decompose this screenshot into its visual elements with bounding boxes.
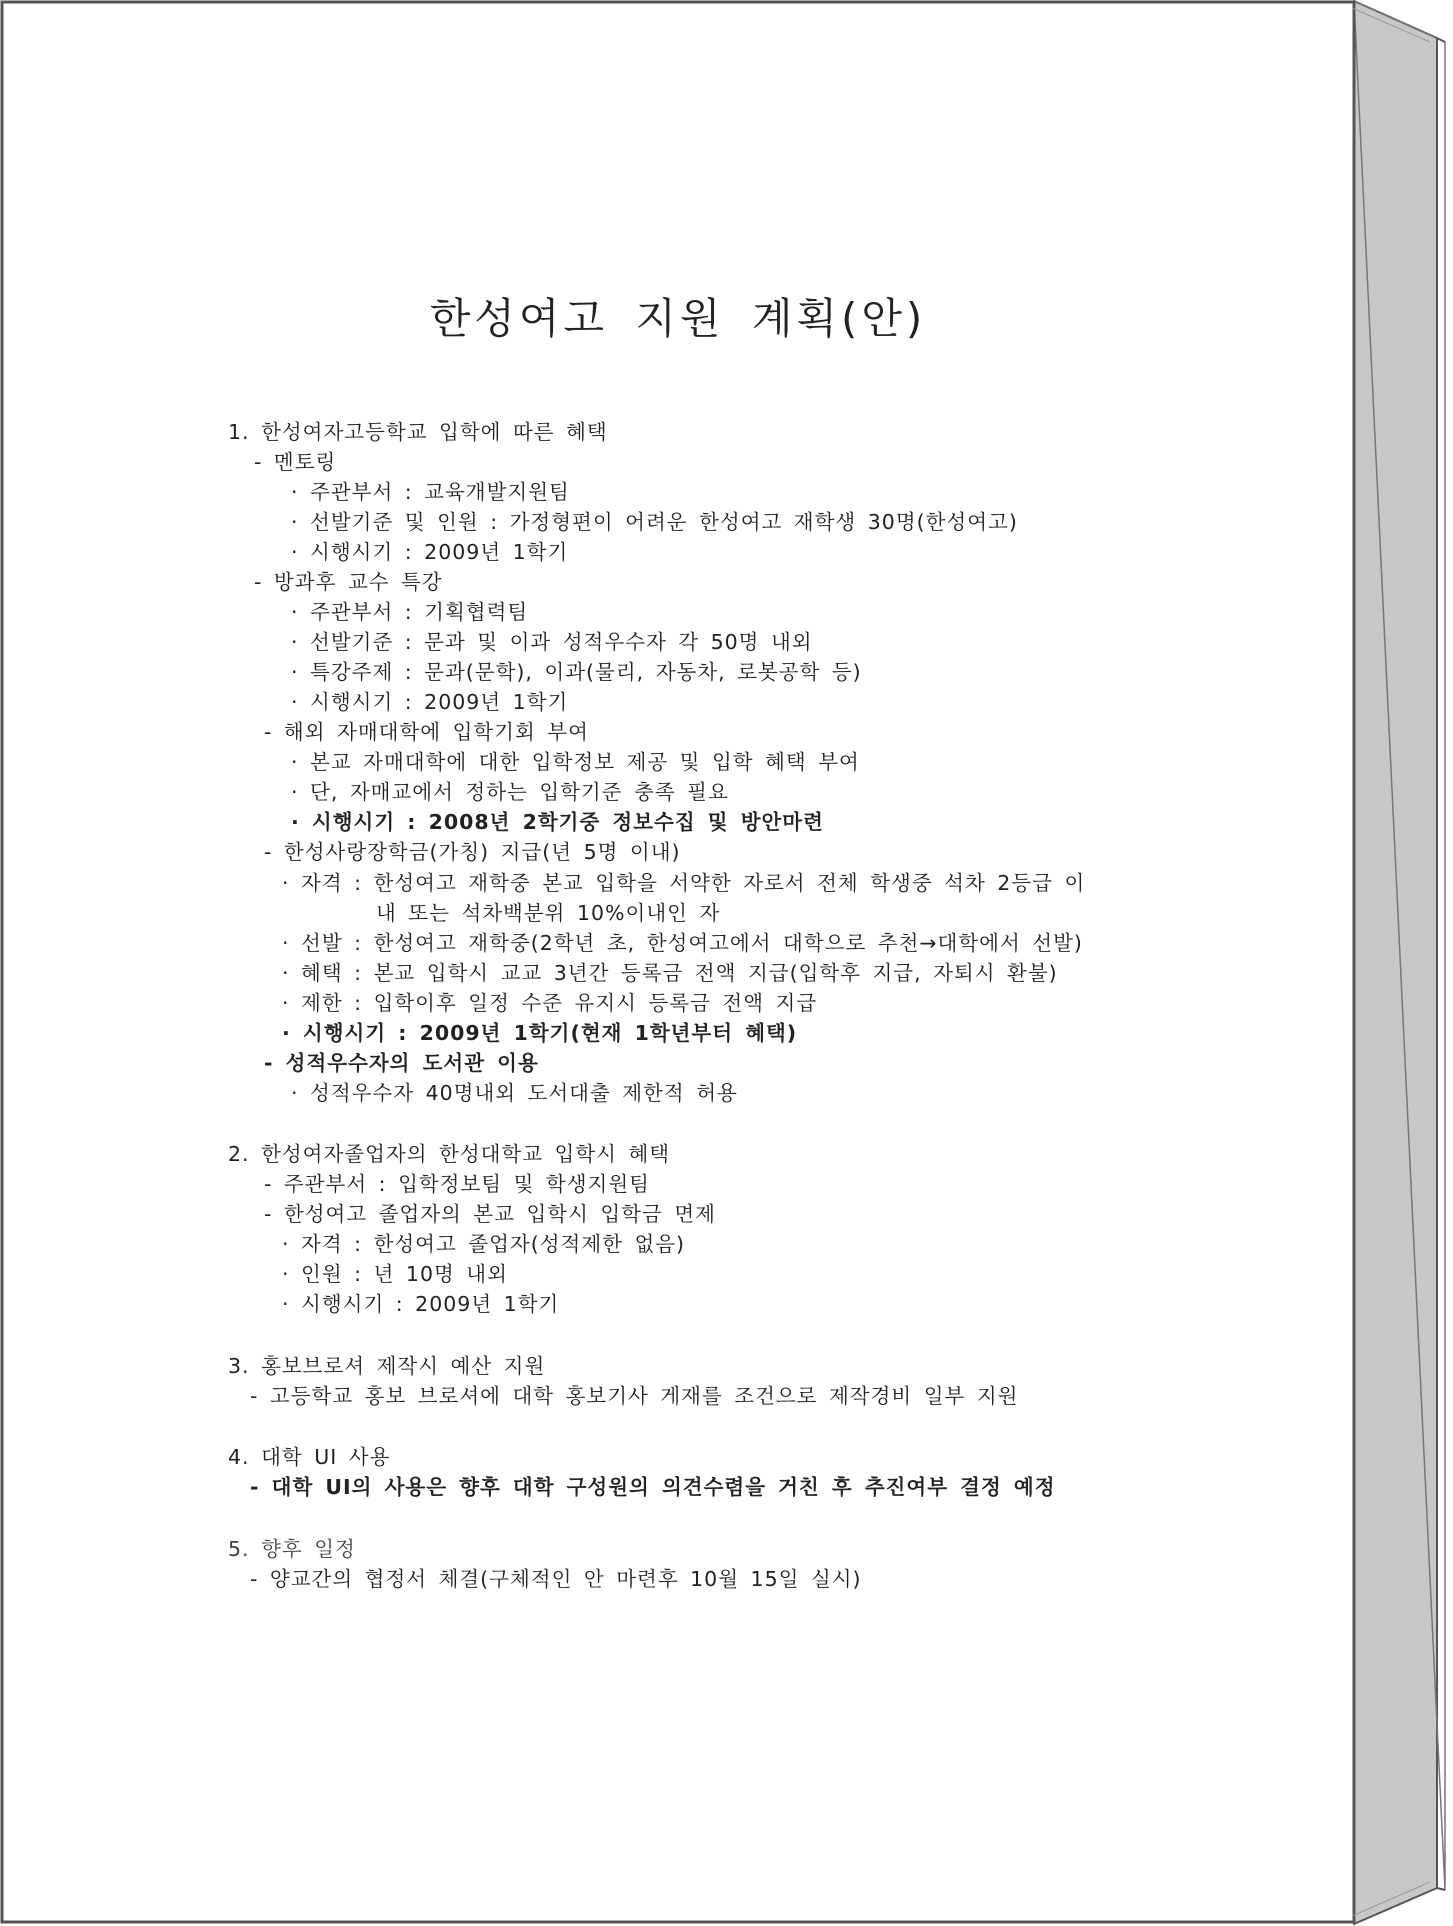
section-5-heading: 5. 향후 일정 (228, 1537, 356, 1561)
list-item: · 주관부서 : 기획협력팀 (291, 600, 529, 624)
list-item: - 멘토링 (254, 450, 337, 474)
list-item: · 성적우수자 40명내외 도서대출 제한적 허용 (291, 1081, 738, 1105)
list-item: · 선발 : 한성여고 재학중(2학년 초, 한성여고에서 대학으로 추천→대학에서 선발) (282, 931, 1083, 955)
list-item: · 시행시기 : 2009년 1학기 (282, 1292, 560, 1316)
page-side-panel (1354, 1, 1437, 1924)
list-item: · 특강주제 : 문과(문학), 이과(물리, 자동차, 로봇공학 등) (291, 660, 862, 684)
list-item: · 시행시기 : 2009년 1학기(현재 1학년부터 혜택) (282, 1021, 798, 1045)
list-item: - 방과후 교수 특강 (254, 570, 443, 594)
list-item: - 양교간의 협정서 체결(구체적인 안 마련후 10월 15일 실시) (250, 1567, 862, 1591)
list-item: · 주관부서 : 교육개발지원팀 (291, 480, 570, 504)
list-item: - 한성여고 졸업자의 본교 입학시 입학금 면제 (264, 1202, 716, 1226)
list-item: · 시행시기 : 2009년 1학기 (291, 540, 569, 564)
list-item: · 제한 : 입학이후 일정 수준 유지시 등록금 전액 지급 (282, 991, 818, 1015)
list-item: · 선발기준 및 인원 : 가정형편이 어려운 한성여고 재학생 30명(한성여고) (291, 510, 1018, 534)
list-item: - 성적우수자의 도서관 이용 (264, 1051, 539, 1075)
list-item: - 주관부서 : 입학정보팀 및 학생지원팀 (264, 1172, 650, 1196)
list-item: · 선발기준 : 문과 및 이과 성적우수자 각 50명 내외 (291, 630, 813, 654)
section-1-heading: 1. 한성여자고등학교 입학에 따른 혜택 (228, 420, 608, 444)
list-item-continuation: 내 또는 석차백분위 10%이내인 자 (376, 901, 721, 925)
section-2-heading: 2. 한성여자졸업자의 한성대학교 입학시 혜택 (228, 1142, 671, 1166)
list-item: · 단, 자매교에서 정하는 입학기준 충족 필요 (291, 780, 729, 804)
list-item: · 자격 : 한성여고 졸업자(성적제한 없음) (282, 1232, 686, 1256)
list-item: · 인원 : 년 10명 내외 (282, 1262, 508, 1286)
list-item: · 본교 자매대학에 대한 입학정보 제공 및 입학 혜택 부여 (291, 750, 860, 774)
document-page (4, 4, 1352, 1920)
section-4-heading: 4. 대학 UI 사용 (228, 1445, 391, 1469)
list-item: - 해외 자매대학에 입학기회 부여 (264, 720, 589, 744)
section-3-heading: 3. 홍보브로셔 제작시 예산 지원 (228, 1354, 546, 1378)
list-item: - 대학 UI의 사용은 향후 대학 구성원의 의견수렴을 거친 후 추진여부 결정 예정 (250, 1475, 1056, 1499)
list-item: - 한성사랑장학금(가칭) 지급(년 5명 이내) (264, 840, 681, 864)
list-item: · 시행시기 : 2009년 1학기 (291, 690, 569, 714)
document-title: 한성여고 지원 계획(안) (429, 294, 927, 343)
list-item: · 혜택 : 본교 입학시 교교 3년간 등록금 전액 지급(입학후 지급, 자퇴시 환불) (282, 961, 1058, 985)
list-item: - 고등학교 홍보 브로셔에 대학 홍보기사 게재를 조건으로 제작경비 일부 지원 (250, 1384, 1019, 1408)
list-item: · 시행시기 : 2008년 2학기중 정보수집 및 방안마련 (291, 810, 824, 834)
list-item: · 자격 : 한성여고 재학중 본교 입학을 서약한 자로서 전체 학생중 석차 2등급 이 (282, 871, 1086, 895)
